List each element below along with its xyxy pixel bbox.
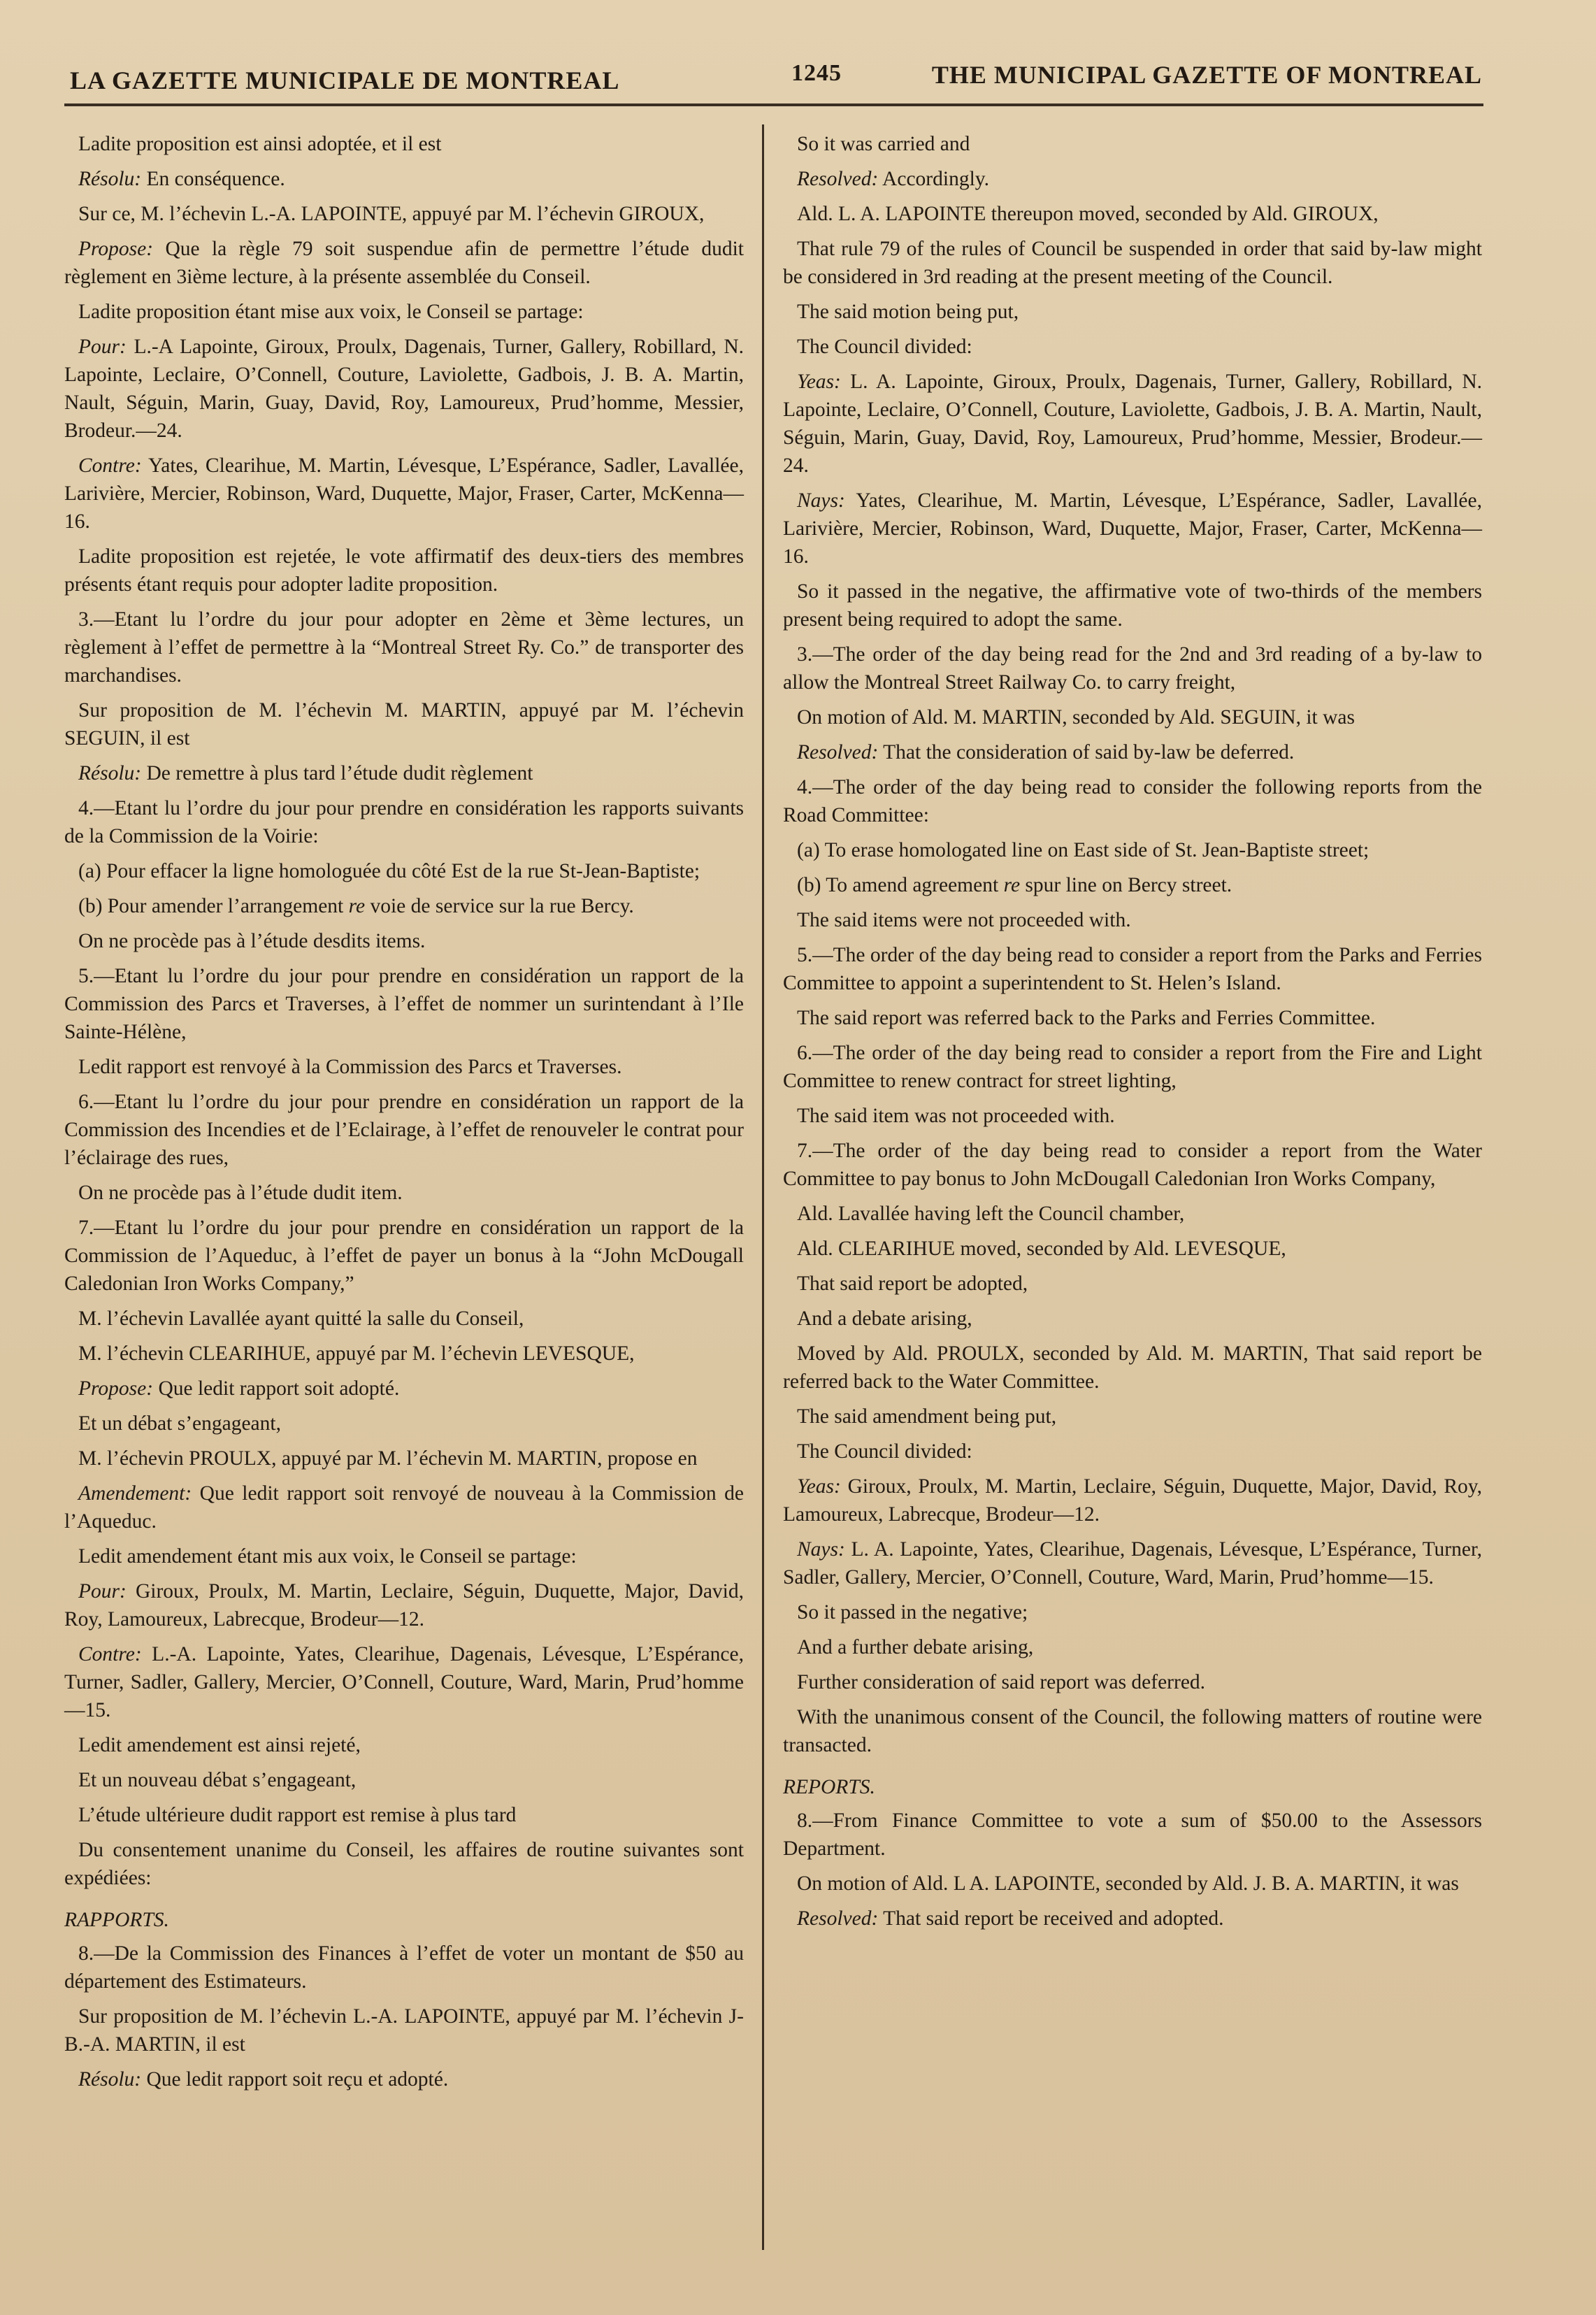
paragraph	[64, 1305, 744, 1333]
paragraph	[64, 794, 744, 850]
paragraph-text: Et un nouveau débat s’engageant,	[78, 1769, 357, 1791]
paragraph-text: 5.—The order of the day being read to consider a report from the Parks and Ferries Committee to appoint a superintendent to St. Helen’s Island.	[783, 944, 1482, 994]
paragraph-label: Contre:	[78, 1643, 142, 1665]
paragraph-text: The said amendment being put,	[797, 1405, 1057, 1428]
paragraph-text: That rule 79 of the rules of Council be suspended in order that said by-law might be considered in 3rd reading at the present meeting of the Council.	[783, 238, 1482, 288]
paragraph-text: On ne procède pas à l’étude desdits items.	[78, 930, 426, 952]
paragraph-text: So it was carried and	[797, 133, 970, 155]
paragraph	[64, 1640, 744, 1724]
paragraph	[783, 1807, 1482, 1863]
paragraph-text: 3.—Etant lu l’ordre du jour pour adopter en 2ème et 3ème lectures, un règlement à l’effet de permettre à la “Montreal Street Ry. Co.” de transporter des marchandises.	[64, 608, 744, 687]
paragraph-text: 7.—Etant lu l’ordre du jour pour prendre en considération un rapport de la Commission de l’Aqueduc, à l’effet de payer un bonus à la “John McDougall Caledonian Iron Works Company,”	[64, 1217, 744, 1295]
paragraph	[64, 1836, 744, 1892]
paragraph-label: Nays:	[797, 489, 845, 512]
english-column	[783, 130, 1482, 1940]
paragraph-label: Resolved:	[797, 741, 879, 764]
paragraph-text: Que ledit rapport soit renvoyé de nouveau à la Commission de l’Aqueduc.	[64, 1482, 744, 1533]
paragraph	[64, 1542, 744, 1570]
paragraph-text: 4.—Etant lu l’ordre du jour pour prendre en considération les rapports suivants de la Commission de la Voirie:	[64, 797, 744, 847]
paragraph	[783, 1703, 1482, 1759]
paragraph	[64, 333, 744, 445]
paragraph-text: On motion of Ald. L A. LAPOINTE, seconded by Ald. J. B. A. MARTIN, it was	[797, 1872, 1459, 1895]
paragraph-text-continued: spur line on Bercy street.	[1020, 874, 1232, 896]
paragraph	[783, 1535, 1482, 1591]
paragraph-text: M. l’échevin PROULX, appuyé par M. l’échevin M. MARTIN, propose en	[78, 1447, 698, 1470]
paragraph-text: The said motion being put,	[797, 301, 1019, 323]
paragraph-text: 3.—The order of the day being read for the 2nd and 3rd reading of a by-law to allow the Montreal Street Railway Co. to carry freight,	[783, 643, 1482, 694]
paragraph	[783, 333, 1482, 361]
paragraph	[783, 1039, 1482, 1095]
paragraph	[64, 1410, 744, 1438]
paragraph	[783, 1438, 1482, 1465]
paragraph-label: Resolved:	[797, 168, 879, 190]
paragraph-text: (a) To erase homologated line on East side of St. Jean-Baptiste street;	[797, 839, 1369, 861]
paragraph	[783, 640, 1482, 696]
paragraph	[64, 1940, 744, 1995]
paragraph	[783, 1598, 1482, 1626]
paragraph-text: Yates, Clearihue, M. Martin, Lévesque, L’Espérance, Sadler, Lavallée, Larivière, Mercier, Robinson, Ward, Duquette, Major, Fraser, Carter, McKenna—16.	[64, 454, 744, 533]
paragraph-text: De remettre à plus tard l’étude dudit règlement	[141, 762, 533, 784]
paragraph-label: Pour:	[78, 336, 127, 358]
paragraph	[783, 1905, 1482, 1933]
paragraph-text: M. l’échevin CLEARIHUE, appuyé par M. l’échevin LEVESQUE,	[78, 1342, 635, 1365]
paragraph-label: Yeas:	[797, 371, 841, 393]
paragraph	[783, 1633, 1482, 1661]
paragraph	[64, 1731, 744, 1759]
paragraph	[64, 857, 744, 885]
paragraph	[64, 1214, 744, 1298]
paragraph	[64, 927, 744, 955]
paragraph	[783, 487, 1482, 571]
header-rule	[64, 103, 1483, 106]
paragraph-emphasis: re	[348, 895, 366, 917]
paragraph-text: The Council divided:	[797, 336, 972, 358]
paragraph	[64, 1445, 744, 1472]
paragraph-text: Sur proposition de M. l’échevin L.-A. LAPOINTE, appuyé par M. l’échevin J-B.-A. MARTIN, il est	[64, 2005, 744, 2056]
paragraph-label: Résolu:	[78, 2068, 142, 2091]
paragraph-label: Pour:	[78, 1580, 127, 1603]
paragraph	[783, 235, 1482, 291]
paragraph-text: Ladite proposition étant mise aux voix, le Conseil se partage:	[78, 301, 584, 323]
paragraph-text: 5.—Etant lu l’ordre du jour pour prendre en considération un rapport de la Commission des Parcs et Traverses, à l’effet de nommer un surintendant à l’Ile Sainte-Hélène,	[64, 965, 744, 1043]
paragraph	[783, 773, 1482, 829]
paragraph	[64, 1801, 744, 1829]
paragraph	[783, 130, 1482, 158]
paragraph	[783, 165, 1482, 193]
paragraph	[64, 543, 744, 599]
paragraph-text: En conséquence.	[141, 168, 285, 190]
paragraph-text: Sur ce, M. l’échevin L.-A. LAPOINTE, appuyé par M. l’échevin GIROUX,	[78, 203, 705, 225]
paragraph-text: 6.—The order of the day being read to consider a report from the Fire and Light Committee to renew contract for street lighting,	[783, 1042, 1482, 1092]
paragraph-text-continued: voie de service sur la rue Bercy.	[365, 895, 634, 917]
paragraph	[783, 1200, 1482, 1228]
paragraph-text: Ledit amendement étant mis aux voix, le Conseil se partage:	[78, 1545, 577, 1568]
paragraph-text: That said report be received and adopted.	[878, 1907, 1224, 1930]
paragraph-text: Ladite proposition est ainsi adoptée, et il est	[78, 133, 442, 155]
paragraph-text: 4.—The order of the day being read to consider the following reports from the Road Committee:	[783, 776, 1482, 826]
paragraph	[64, 1375, 744, 1403]
paragraph-text: M. l’échevin Lavallée ayant quitté la salle du Conseil,	[78, 1307, 524, 1330]
paragraph-label: Propose:	[78, 238, 154, 260]
header-english-title: THE MUNICIPAL GAZETTE OF MONTREAL	[931, 61, 1482, 89]
paragraph-label: Résolu:	[78, 168, 142, 190]
paragraph-text: Du consentement unanime du Conseil, les affaires de routine suivantes sont expédiées:	[64, 1839, 744, 1889]
paragraph	[64, 1088, 744, 1172]
paragraph-text: Que la règle 79 soit suspendue afin de permettre l’étude dudit règlement en 3ième lecture, à la présente assemblée du Conseil.	[64, 238, 744, 288]
paragraph	[783, 1102, 1482, 1130]
paragraph-text: (a) Pour effacer la ligne homologuée du côté Est de la rue St-Jean-Baptiste;	[78, 860, 700, 882]
paragraph-text: (b) To amend agreement	[797, 874, 1004, 896]
paragraph	[64, 605, 744, 689]
paragraph-label: Nays:	[797, 1538, 845, 1561]
paragraph-text: 7.—The order of the day being read to consider a report from the Water Committee to pay bonus to John McDougall Caledonian Iron Works Company,	[783, 1140, 1482, 1190]
paragraph	[64, 962, 744, 1046]
paragraph-text: That said report be adopted,	[797, 1273, 1028, 1295]
paragraph-text: Giroux, Proulx, M. Martin, Leclaire, Séguin, Duquette, Major, David, Roy, Lamoureux, Labrecque, Brodeur—12.	[783, 1475, 1482, 1526]
paragraph-label: Résolu:	[78, 762, 142, 784]
paragraph-text: Ladite proposition est rejetée, le vote affirmatif des deux-tiers des membres présents étant requis pour adopter ladite proposition.	[64, 545, 744, 596]
paragraph	[64, 2002, 744, 2058]
paragraph	[783, 1137, 1482, 1193]
paragraph-text: And a debate arising,	[797, 1307, 972, 1330]
paragraph-text: L. A. Lapointe, Giroux, Proulx, Dagenais, Turner, Gallery, Robillard, N. Lapointe, Leclaire, O’Connell, Couture, Laviolette, Gadbois, J. B. A. Martin, Nault, Séguin, Marin, Guay, David, Roy, Lamoureux, Prud’homme, Messier, Brodeur.—24.	[783, 371, 1482, 477]
paragraph	[64, 200, 744, 228]
paragraph-text: So it passed in the negative;	[797, 1601, 1028, 1624]
paragraph	[64, 2065, 744, 2093]
paragraph-text: Que ledit rapport soit reçu et adopté.	[141, 2068, 449, 2091]
paragraph-label: Resolved:	[797, 1907, 879, 1930]
paragraph	[783, 871, 1482, 899]
section-heading-text: REPORTS.	[783, 1776, 875, 1798]
paragraph-text: Accordingly.	[878, 168, 989, 190]
paragraph-text: So it passed in the negative, the affirmative vote of two-thirds of the members present being required to adopt the same.	[783, 580, 1482, 631]
paragraph	[64, 1766, 744, 1794]
paragraph	[783, 368, 1482, 480]
paragraph	[783, 1340, 1482, 1396]
paragraph	[783, 298, 1482, 326]
paragraph	[783, 906, 1482, 934]
paragraph	[783, 738, 1482, 766]
paragraph-emphasis: re	[1003, 874, 1021, 896]
paragraph-text: Ald. L. A. LAPOINTE thereupon moved, seconded by Ald. GIROUX,	[797, 203, 1379, 225]
paragraph	[64, 1340, 744, 1368]
paragraph-text: Ledit rapport est renvoyé à la Commission des Parcs et Traverses.	[78, 1056, 622, 1078]
paragraph-text: The said item was not proceeded with.	[797, 1105, 1115, 1127]
paragraph	[783, 200, 1482, 228]
paragraph	[783, 1472, 1482, 1528]
paragraph-text: Yates, Clearihue, M. Martin, Lévesque, L’Espérance, Sadler, Lavallée, Larivière, Mercier, Robinson, Ward, Duquette, Major, Fraser, Carter, McKenna—16.	[783, 489, 1482, 568]
paragraph	[64, 1179, 744, 1207]
paragraph	[783, 1870, 1482, 1898]
paragraph-text: Ald. CLEARIHUE moved, seconded by Ald. LEVESQUE,	[797, 1238, 1286, 1260]
paragraph-text: Que ledit rapport soit adopté.	[153, 1377, 400, 1400]
paragraph-text: The said report was referred back to the Parks and Ferries Committee.	[797, 1007, 1376, 1029]
page-header	[63, 57, 1482, 99]
paragraph-text: Ledit amendement est ainsi rejeté,	[78, 1734, 361, 1756]
section-heading-text: RAPPORTS.	[64, 1909, 169, 1931]
paragraph-text: The Council divided:	[797, 1440, 972, 1463]
paragraph	[783, 703, 1482, 731]
paragraph	[783, 1004, 1482, 1032]
paragraph	[783, 941, 1482, 997]
paragraph-text: On ne procède pas à l’étude dudit item.	[78, 1182, 403, 1204]
paragraph	[64, 130, 744, 158]
paragraph-text: That the consideration of said by-law be deferred.	[878, 741, 1295, 764]
paragraph-label: Contre:	[78, 454, 142, 477]
paragraph-text: 6.—Etant lu l’ordre du jour pour prendre en considération un rapport de la Commission des Incendies et de l’Eclairage, à l’effet de renouveler le contrat pour l’éclairage des rues,	[64, 1091, 744, 1169]
paragraph-text: 8.—De la Commission des Finances à l’effet de voter un montant de $50 au département des Estimateurs.	[64, 1942, 744, 1993]
paragraph-text: Et un débat s’engageant,	[78, 1412, 281, 1435]
paragraph	[783, 1305, 1482, 1333]
paragraph-text: The said items were not proceeded with.	[797, 909, 1131, 931]
paragraph-text: With the unanimous consent of the Council, the following matters of routine were transacted.	[783, 1706, 1482, 1756]
paragraph-text: Ald. Lavallée having left the Council chamber,	[797, 1203, 1185, 1225]
paragraph-text: L.-A Lapointe, Giroux, Proulx, Dagenais, Turner, Gallery, Robillard, N. Lapointe, Leclaire, O’Connell, Couture, Laviolette, Gadbois, J. B. A. Martin, Nault, Séguin, Marin, Guay, David, Roy, Lamoureux, Prud’homme, Messier, Brodeur.—24.	[64, 336, 744, 442]
column-divider	[762, 124, 764, 2250]
paragraph-label: Amendement:	[78, 1482, 192, 1505]
paragraph-text: Sur proposition de M. l’échevin M. MARTIN, appuyé par M. l’échevin SEGUIN, il est	[64, 699, 744, 750]
paragraph	[783, 1403, 1482, 1431]
paragraph	[783, 1668, 1482, 1696]
paragraph	[64, 892, 744, 920]
page-number: 1245	[791, 60, 842, 86]
paragraph	[64, 235, 744, 291]
paragraph	[783, 1235, 1482, 1263]
french-column	[64, 130, 744, 2100]
paragraph	[783, 1270, 1482, 1298]
paragraph-text: Giroux, Proulx, M. Martin, Leclaire, Séguin, Duquette, Major, David, Roy, Lamoureux, Labrecque, Brodeur—12.	[64, 1580, 744, 1630]
paragraph-text: Further consideration of said report was deferred.	[797, 1671, 1206, 1693]
paragraph-text: 8.—From Finance Committee to vote a sum of $50.00 to the Assessors Department.	[783, 1809, 1482, 1860]
paragraph	[64, 759, 744, 787]
paragraph-text: And a further debate arising,	[797, 1636, 1034, 1658]
paragraph	[783, 578, 1482, 633]
paragraph-text: Moved by Ald. PROULX, seconded by Ald. M. MARTIN, That said report be referred back to the Water Committee.	[783, 1342, 1482, 1393]
paragraph-text: (b) Pour amender l’arrangement	[78, 895, 349, 917]
paragraph-label: Propose:	[78, 1377, 154, 1400]
paragraph	[64, 1577, 744, 1633]
section-heading	[783, 1773, 1482, 1801]
paragraph	[783, 836, 1482, 864]
paragraph	[64, 452, 744, 536]
paragraph	[64, 165, 744, 193]
paragraph-text: L. A. Lapointe, Yates, Clearihue, Dagenais, Lévesque, L’Espérance, Turner, Sadler, Gallery, Mercier, O’Connell, Couture, Ward, Marin, Prud’homme—15.	[783, 1538, 1482, 1589]
section-heading	[64, 1906, 744, 1934]
paragraph	[64, 298, 744, 326]
paragraph	[64, 696, 744, 752]
paragraph-text: On motion of Ald. M. MARTIN, seconded by Ald. SEGUIN, it was	[797, 706, 1355, 729]
paragraph	[64, 1053, 744, 1081]
header-french-title: LA GAZETTE MUNICIPALE DE MONTREAL	[70, 66, 620, 94]
paragraph-text: L’étude ultérieure dudit rapport est remise à plus tard	[78, 1804, 517, 1826]
paragraph	[64, 1479, 744, 1535]
paragraph-text: L.-A. Lapointe, Yates, Clearihue, Dagenais, Lévesque, L’Espérance, Turner, Sadler, Gallery, Mercier, O’Connell, Couture, Ward, Marin, Prud’homme—15.	[64, 1643, 744, 1721]
paragraph-label: Yeas:	[797, 1475, 841, 1498]
